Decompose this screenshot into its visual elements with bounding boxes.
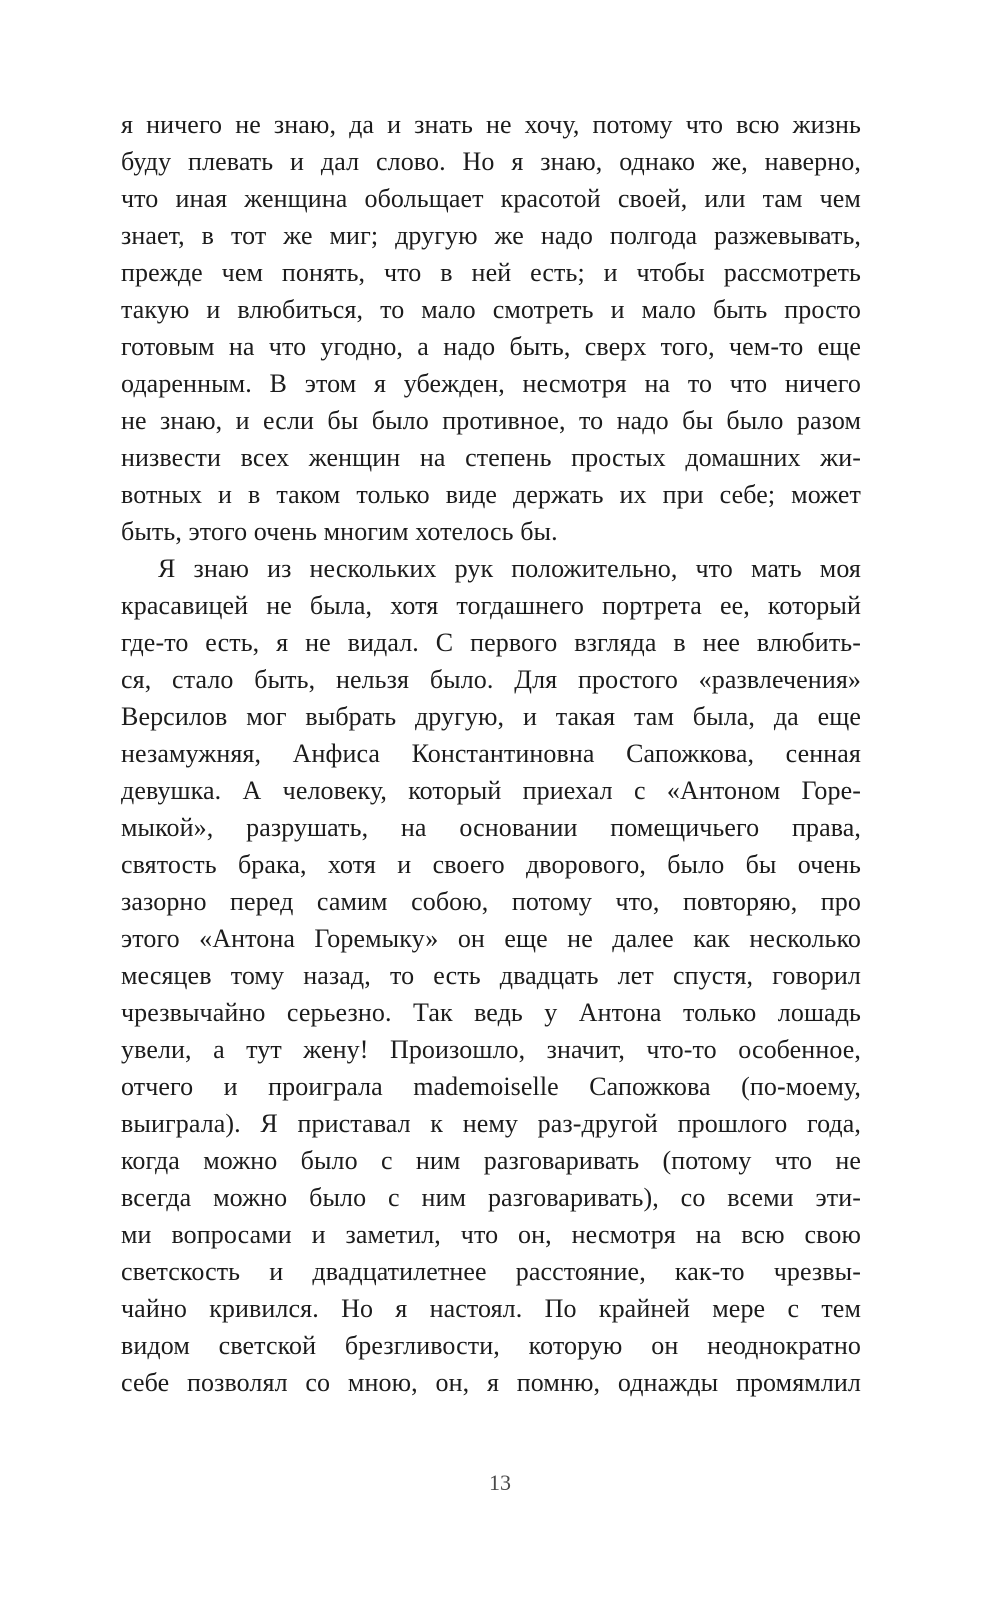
text-line: низвести всех женщин на степень простых домашних жи-: [121, 443, 861, 472]
text-line: чрезвычайно серьезно. Так ведь у Антона только лошадь: [121, 998, 861, 1027]
text-line: готовым на что угодно, а надо быть, сверх того, чем-то еще: [121, 332, 861, 361]
text-line: ся, стало быть, нельзя было. Для простого «развлечения»: [121, 665, 861, 694]
text-line: быть, этого очень многим хотелось бы.: [121, 517, 558, 546]
text-line: выиграла). Я приставал к нему раз-другой прошлого года,: [121, 1109, 861, 1138]
paragraph-2: [121, 550, 861, 1401]
text-line: вотных и в таком только виде держать их при себе; может: [121, 480, 861, 509]
text-line: святость брака, хотя и своего дворового, было бы очень: [121, 850, 861, 879]
text-line: не знаю, и если бы было противное, то надо бы было разом: [121, 406, 861, 435]
text-line: я ничего не знаю, да и знать не хочу, потому что всю жизнь: [121, 110, 861, 139]
text-line: что иная женщина обольщает красотой своей, или там чем: [121, 184, 861, 213]
text-line: чайно кривился. Но я настоял. По крайней мере с тем: [121, 1294, 861, 1323]
text-line: себе позволял со мною, он, я помню, однажды промямлил: [121, 1368, 861, 1397]
text-line: зазорно перед самим собою, потому что, повторяю, про: [121, 887, 861, 916]
text-line: незамужняя, Анфиса Константиновна Сапожкова, сенная: [121, 739, 861, 768]
text-line: отчего и проиграла mademoiselle Сапожкова (по-моему,: [121, 1072, 861, 1101]
text-line: такую и влюбиться, то мало смотреть и мало быть просто: [121, 295, 861, 324]
text-line: этого «Антона Горемыку» он еще не далее как несколько: [121, 924, 861, 953]
paragraph-1: [121, 106, 861, 550]
text-line: Версилов мог выбрать другую, и такая там была, да еще: [121, 702, 861, 731]
text-line: светскость и двадцатилетнее расстояние, как-то чрезвы-: [121, 1257, 861, 1286]
text-line: где-то есть, я не видал. С первого взгляда в нее влюбить-: [121, 628, 861, 657]
text-line: видом светской брезгливости, которую он неоднократно: [121, 1331, 861, 1360]
text-line: мыкой», разрушать, на основании помещичьего права,: [121, 813, 861, 842]
page-number: 13: [489, 1470, 511, 1495]
text-line: всегда можно было с ним разговаривать), со всеми эти-: [121, 1183, 861, 1212]
text-line: девушка. А человеку, который приехал с «Антоном Горе-: [121, 776, 861, 805]
text-line: буду плевать и дал слово. Но я знаю, однако же, наверно,: [121, 147, 861, 176]
text-line: когда можно было с ним разговаривать (потому что не: [121, 1146, 861, 1175]
text-line: одаренным. В этом я убежден, несмотря на то что ничего: [121, 369, 861, 398]
text-line: увели, а тут жену! Произошло, значит, что-то особенное,: [121, 1035, 861, 1064]
body-text: [121, 106, 861, 1401]
text-line: ми вопросами и заметил, что он, несмотря на всю свою: [121, 1220, 861, 1249]
text-line: знает, в тот же миг; другую же надо полгода разжевывать,: [121, 221, 861, 250]
text-line: красавицей не была, хотя тогдашнего портрета ее, который: [121, 591, 861, 620]
text-line: прежде чем понять, что в ней есть; и чтобы рассмотреть: [121, 258, 861, 287]
text-line: месяцев тому назад, то есть двадцать лет спустя, говорил: [121, 961, 861, 990]
text-line: Я знаю из нескольких рук положительно, что мать моя: [158, 554, 861, 583]
